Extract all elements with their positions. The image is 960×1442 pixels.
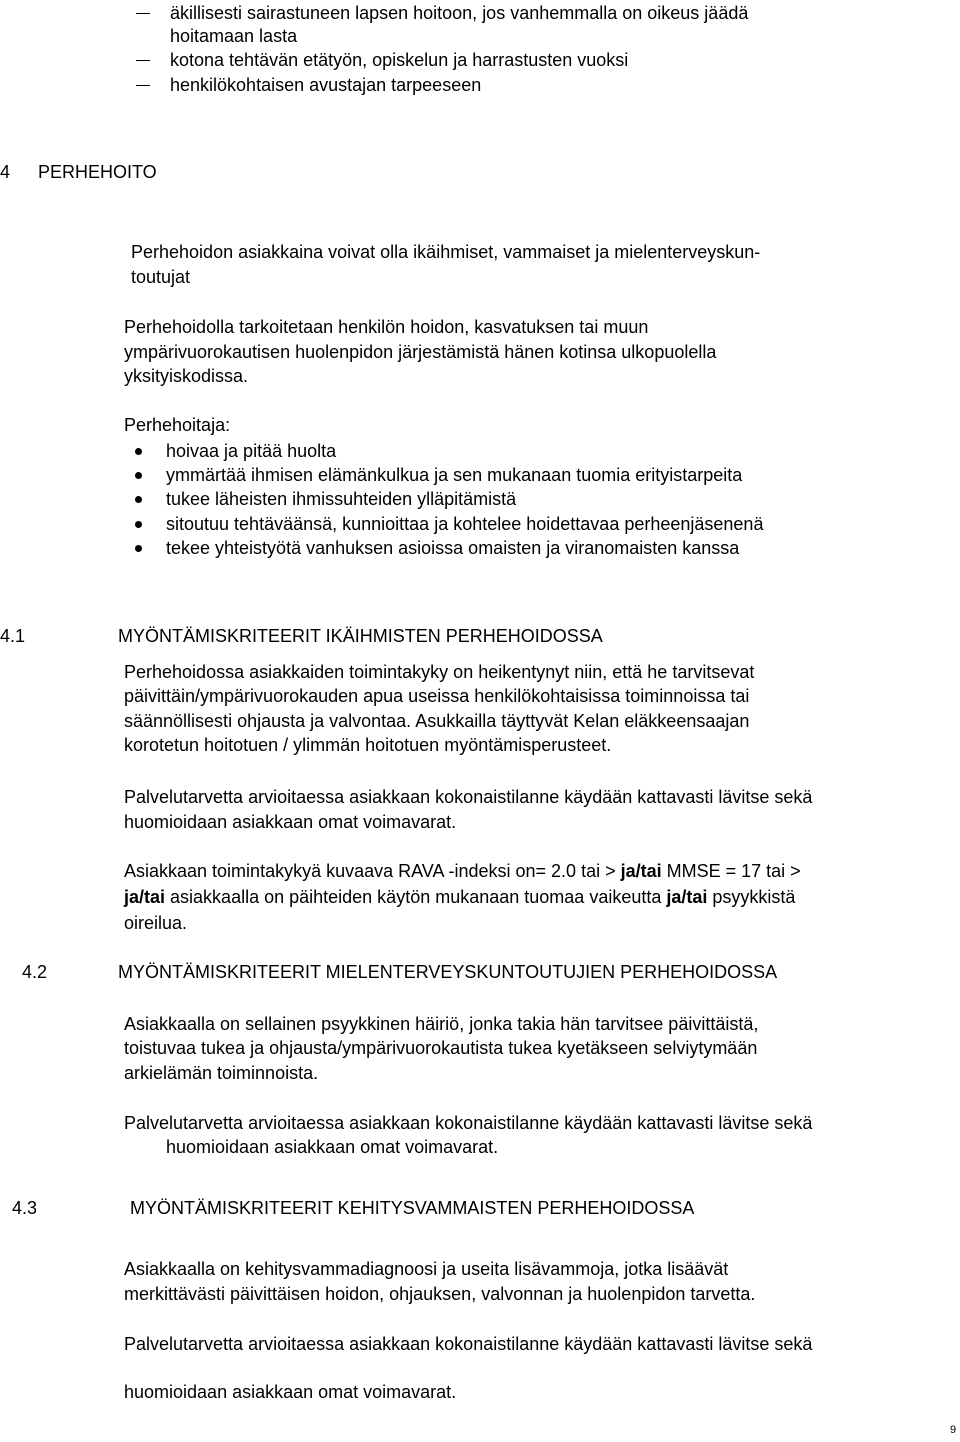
paragraph-line: Asiakkaalla on sellainen psyykkinen häiriö, jonka takia hän tarvitsee päivittäistä,	[124, 1014, 759, 1034]
section-4-2-number: 4.2	[22, 962, 48, 982]
paragraph-line: huomioidaan asiakkaan omat voimavarat.	[166, 1137, 499, 1157]
paragraph-line: yksityiskodissa.	[124, 366, 249, 386]
paragraph-line: arkielämän toiminnoista.	[124, 1063, 319, 1083]
criteria-line	[124, 860, 801, 882]
dash-marker	[136, 60, 150, 61]
criteria-line: oireilua.	[124, 913, 188, 933]
paragraph-line: Asiakkaalla on kehitysvammadiagnoosi ja useita lisävammoja, jotka lisäävät	[124, 1259, 729, 1279]
text-run: MMSE = 17 tai >	[661, 861, 801, 881]
criteria-line	[124, 886, 795, 908]
paragraph-line: Perhehoidossa asiakkaiden toimintakyky on heikentynyt niin, että he tarvitsevat	[124, 662, 755, 682]
list-item: äkillisesti sairastuneen lapsen hoitoon, jos vanhemmalla on oikeus jäädä	[170, 3, 749, 23]
text-run: Asiakkaan toimintakykyä kuvaava RAVA -indeksi on= 2.0 tai >	[124, 861, 621, 881]
paragraph-line: päivittäin/ympärivuorokauden apua useissa henkilökohtaisissa toiminnoissa tai	[124, 686, 750, 706]
bullet-marker	[135, 448, 142, 455]
bullet-marker	[135, 496, 142, 503]
section-4-heading: PERHEHOITO	[38, 162, 157, 182]
list-item: kotona tehtävän etätyön, opiskelun ja harrastusten vuoksi	[170, 50, 629, 70]
section-4-3-heading: MYÖNTÄMISKRITEERIT KEHITYSVAMMAISTEN PERHEHOIDOSSA	[130, 1198, 695, 1218]
section-4-number: 4	[0, 162, 11, 182]
list-item: sitoutuu tehtäväänsä, kunnioittaa ja kohtelee hoidettavaa perheenjäsenenä	[166, 514, 764, 534]
paragraph-line: korotetun hoitotuen / ylimmän hoitotuen myöntämisperusteet.	[124, 735, 612, 755]
bold-text: ja/tai	[124, 887, 166, 907]
list-item: henkilökohtaisen avustajan tarpeeseen	[170, 75, 482, 95]
section-4-3-number: 4.3	[12, 1198, 38, 1218]
list-item: ymmärtää ihmisen elämänkulkua ja sen mukanaan tuomia erityistarpeita	[166, 465, 743, 485]
bold-text: ja/tai	[620, 861, 662, 881]
section-4-1-heading: MYÖNTÄMISKRITEERIT IKÄIHMISTEN PERHEHOIDOSSA	[118, 626, 603, 646]
paragraph-line: Palvelutarvetta arvioitaessa asiakkaan kokonaistilanne käydään kattavasti lävitse sekä	[124, 787, 813, 807]
list-item: tukee läheisten ihmissuhteiden ylläpitämistä	[166, 489, 517, 509]
text-run: asiakkaalla on päihteiden käytön mukanaan tuomaa vaikeutta	[165, 887, 667, 907]
paragraph-line: säännöllisesti ohjausta ja valvontaa. Asukkailla täyttyvät Kelan eläkkeensaajan	[124, 711, 750, 731]
section-4-1-number: 4.1	[0, 626, 26, 646]
bullet-marker	[135, 472, 142, 479]
page-number: 9	[950, 1424, 957, 1436]
bullet-marker	[135, 521, 142, 528]
dash-marker	[136, 13, 150, 14]
dash-marker	[136, 85, 150, 86]
paragraph-line: toistuvaa tukea ja ohjausta/ympärivuorokautista tukea kyetäkseen selviytymään	[124, 1038, 758, 1058]
paragraph-line: huomioidaan asiakkaan omat voimavarat.	[124, 1382, 457, 1402]
list-item: hoivaa ja pitää huolta	[166, 441, 337, 461]
text-run: psyykkistä	[707, 887, 796, 907]
paragraph-line: Palvelutarvetta arvioitaessa asiakkaan kokonaistilanne käydään kattavasti lävitse sekä	[124, 1334, 813, 1354]
paragraph-line: Perhehoidolla tarkoitetaan henkilön hoidon, kasvatuksen tai muun	[124, 317, 649, 337]
section-4-2-heading: MYÖNTÄMISKRITEERIT MIELENTERVEYSKUNTOUTUJIEN PERHEHOIDOSSA	[118, 962, 778, 982]
paragraph-line: toutujat	[131, 267, 191, 287]
paragraph-line: Palvelutarvetta arvioitaessa asiakkaan kokonaistilanne käydään kattavasti lävitse sekä	[124, 1113, 813, 1133]
list-item-continuation: hoitamaan lasta	[170, 26, 298, 46]
paragraph-line: ympärivuorokautisen huolenpidon järjestämistä hänen kotinsa ulkopuolella	[124, 342, 717, 362]
caregiver-label: Perhehoitaja:	[124, 415, 231, 435]
bold-text: ja/tai	[666, 887, 708, 907]
paragraph-line: huomioidaan asiakkaan omat voimavarat.	[124, 812, 457, 832]
paragraph-line: merkittävästi päivittäisen hoidon, ohjauksen, valvonnan ja huolenpidon tarvetta.	[124, 1284, 756, 1304]
list-item: tekee yhteistyötä vanhuksen asioissa omaisten ja viranomaisten kanssa	[166, 538, 740, 558]
paragraph-line: Perhehoidon asiakkaina voivat olla ikäihmiset, vammaiset ja mielenterveyskun-	[131, 242, 761, 262]
bullet-marker	[135, 545, 142, 552]
